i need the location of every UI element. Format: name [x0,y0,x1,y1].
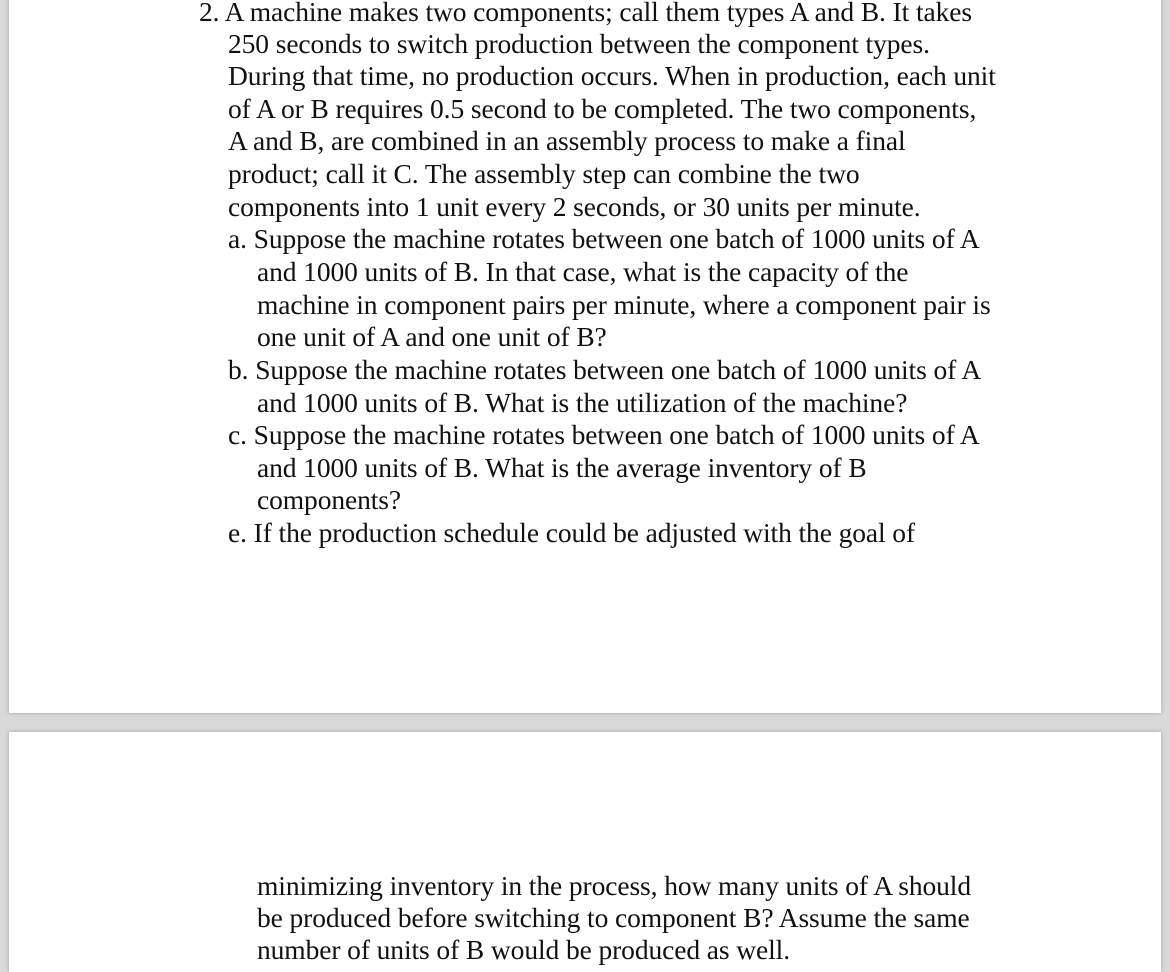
part-a-line-4: one unit of A and one unit of B? [257,321,607,352]
problem-2-line-5: A and B, are combined in an assembly process to make a final [228,125,906,156]
part-c-line-2: and 1000 units of B. What is the average inventory of B [257,452,867,483]
document-page-1 [9,0,1161,713]
part-e-line-2: minimizing inventory in the process, how many units of A should [257,870,971,901]
part-e-line-1: e. If the production schedule could be adjusted with the goal of [228,517,916,548]
problem-2-line-4: of A or B requires 0.5 second to be completed. The two components, [228,93,977,124]
problem-2-line-7: components into 1 unit every 2 seconds, or 30 units per minute. [228,191,921,222]
part-c-line-3: components? [257,484,402,515]
part-b-line-2: and 1000 units of B. What is the utilization of the machine? [257,387,908,418]
problem-2-line-2: 250 seconds to switch production between the component types. [228,28,930,59]
problem-2-line-3: During that time, no production occurs. When in production, each unit [228,60,996,91]
part-e-line-4: number of units of B would be produced as well. [257,934,790,965]
part-a-line-1: a. Suppose the machine rotates between one batch of 1000 units of A [228,223,980,254]
part-c-line-1: c. Suppose the machine rotates between one batch of 1000 units of A [228,419,980,450]
problem-2-line-6: product; call it C. The assembly step can combine the two [228,158,860,189]
document-page-2 [9,732,1161,972]
part-e-line-3: be produced before switching to component B? Assume the same [257,902,970,933]
part-a-line-3: machine in component pairs per minute, where a component pair is [257,289,991,320]
part-a-line-2: and 1000 units of B. In that case, what is the capacity of the [257,256,909,287]
part-b-line-1: b. Suppose the machine rotates between one batch of 1000 units of A [228,354,982,385]
problem-2-line-1: 2. A machine makes two components; call them types A and B. It takes [199,0,972,27]
